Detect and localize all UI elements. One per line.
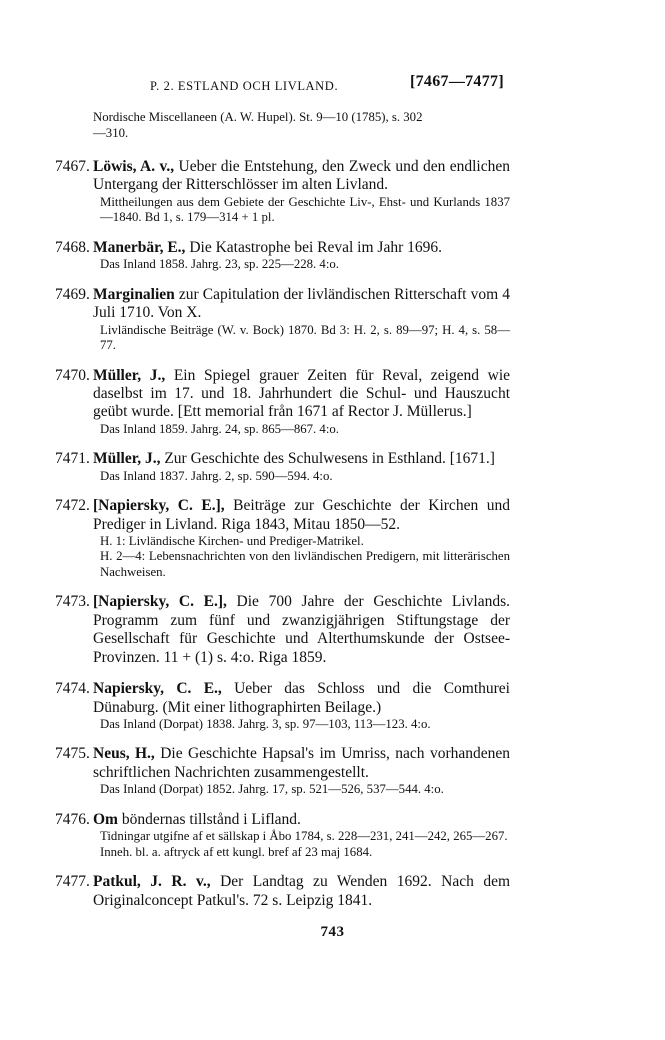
bibliography-entry bbox=[55, 286, 510, 354]
entry-title bbox=[93, 593, 510, 667]
entry-text: Zur Geschichte des Schulwesens in Esthland. [1671.] bbox=[160, 450, 495, 468]
entry-number: 7469. bbox=[55, 285, 90, 303]
entry-author: Müller, J., bbox=[93, 450, 161, 468]
page-number: 743 bbox=[320, 924, 345, 940]
entry-author: [Napiersky, C. E.], bbox=[93, 593, 227, 611]
entry-number: 7477. bbox=[55, 873, 90, 891]
entry-number: 7472. bbox=[55, 497, 90, 515]
entry-source: Das Inland 1859. Jahrg. 24, sp. 865—867. 4:o. bbox=[100, 421, 339, 436]
entry-title bbox=[93, 680, 510, 717]
entry-note: Inneh. bl. a. aftryck af ett kungl. bref af 23 maj 1684. bbox=[100, 844, 373, 859]
entry-title bbox=[93, 367, 510, 422]
entry-text: Die Katastrophe bei Reval im Jahr 1696. bbox=[185, 238, 442, 256]
bibliography-entry bbox=[55, 158, 510, 226]
bibliography-entry bbox=[55, 450, 510, 484]
entry-title bbox=[93, 873, 510, 910]
bibliography-entry bbox=[55, 593, 510, 667]
entry-text: Ueber das Schloss und die Comthurei Dünaburg. (Mit einer lithographirten Beilage.) bbox=[93, 680, 510, 716]
entry-author: Neus, H., bbox=[93, 745, 155, 763]
entry-source: H. 1: Livländische Kirchen- und Prediger-Matrikel. bbox=[100, 533, 364, 548]
entry-author: Löwis, A. v., bbox=[93, 158, 175, 175]
header-title: P. 2. ESTLAND OCH LIVLAND. bbox=[150, 79, 339, 93]
bibliography-entry bbox=[55, 873, 510, 910]
entry-author: Marginalien bbox=[93, 285, 175, 303]
entry-text: Ueber die Entstehung, den Zweck und den endlichen Untergang der Ritterschlösser im alten Livland. bbox=[93, 158, 510, 194]
entry-author: Patkul, J. R. v., bbox=[93, 873, 211, 891]
bibliography-list bbox=[55, 110, 510, 923]
bibliography-entry bbox=[55, 745, 510, 797]
entry-author: [Napiersky, C. E.], bbox=[93, 497, 225, 515]
entry-note: H. 2—4: Lebensnachrichten von den livländischen Predigern, mit litterärischen Nachweisen. bbox=[100, 549, 510, 579]
entry-source: Livländische Beiträge (W. v. Bock) 1870. Bd 3: H. 2, s. 89—97; H. 4, s. 58—77. bbox=[100, 322, 510, 353]
entry-number: 7473. bbox=[55, 593, 90, 611]
entry-author: Om bbox=[93, 810, 118, 828]
entry-title bbox=[93, 239, 510, 257]
entry-title bbox=[93, 158, 510, 195]
entry-text: Die Geschichte Hapsal's im Umriss, nach vorhandenen schriftlichen Nachrichten zusammengestellt. bbox=[93, 745, 510, 781]
continued-source: Nordische Miscellaneen (A. W. Hupel). St. 9—10 (1785), s. 302 —310. bbox=[93, 110, 423, 140]
header-entry-range: [7467—7477] bbox=[410, 73, 504, 90]
bibliography-entry bbox=[55, 811, 510, 860]
entry-number: 7476. bbox=[55, 810, 90, 828]
entry-source: Mittheilungen aus dem Gebiete der Geschichte Liv-, Ehst- und Kurlands 1837—1840. Bd 1, s. 179—314 + 1 pl. bbox=[100, 194, 510, 225]
entry-source: Das Inland 1837. Jahrg. 2, sp. 590—594. 4:o. bbox=[100, 468, 333, 483]
entry-text: Der Landtag zu Wenden 1692. Nach dem Originalconcept Patkul's. 72 s. Leipzig 1841. bbox=[93, 873, 511, 909]
bibliography-entry bbox=[55, 239, 510, 273]
entry-text: zur Capitulation der livländischen Ritterschaft vom 4 Juli 1710. Von X. bbox=[93, 285, 510, 322]
entry-source: Das Inland (Dorpat) 1852. Jahrg. 17, sp. 521—526, 537—544. 4:o. bbox=[100, 782, 444, 797]
entry-text: Die 700 Jahre der Geschichte Livlands. Programm zum fünf und zwanzigjährigen Stiftungstage der Gesellschaft für Geschichte und Alterthumskunde der Ostsee-Provinzen. 11 + (1) s. 4:o. Riga 1859. bbox=[93, 593, 510, 666]
entry-number: 7467. bbox=[55, 158, 90, 175]
entry-number: 7471. bbox=[55, 450, 90, 468]
entry-source: Das Inland 1858. Jahrg. 23, sp. 225—228. 4:o. bbox=[100, 257, 339, 272]
entry-author: Müller, J., bbox=[93, 366, 166, 384]
entry-number: 7470. bbox=[55, 366, 90, 384]
entry-author: Napiersky, C. E., bbox=[93, 680, 222, 698]
entry-source: Tidningar utgifne af et sällskap i Åbo 1784, s. 228—231, 241—242, 265—267. bbox=[100, 829, 508, 844]
entry-text: Ein Spiegel grauer Zeiten für Reval, zeigend wie daselbst im 17. und 18. Jahrhundert die Schul- und Hauszucht geübt wurde. [Ett memorial från 1671 af Rector J. Müllerus.] bbox=[93, 366, 511, 421]
entry-title bbox=[93, 745, 510, 782]
entry-number: 7475. bbox=[55, 745, 90, 763]
entry-text: Beiträge zur Geschichte der Kirchen und Prediger in Livland. Riga 1843, Mitau 1850—52. bbox=[93, 497, 510, 533]
entry-title bbox=[93, 497, 510, 534]
bibliography-entry bbox=[55, 497, 510, 580]
entry-number: 7468. bbox=[55, 238, 90, 256]
entry-text: böndernas tillstånd i Lifland. bbox=[117, 810, 301, 828]
entry-title bbox=[93, 450, 510, 468]
entry-source: Das Inland (Dorpat) 1838. Jahrg. 3, sp. 97—103, 113—123. 4:o. bbox=[100, 716, 431, 731]
entry-title bbox=[93, 811, 510, 829]
entry-title bbox=[93, 286, 510, 323]
entry-author: Manerbär, E., bbox=[93, 238, 186, 256]
bibliography-entry bbox=[55, 367, 510, 438]
entry-number: 7474. bbox=[55, 680, 90, 698]
continued-entry bbox=[55, 110, 510, 141]
bibliography-entry bbox=[55, 680, 510, 732]
